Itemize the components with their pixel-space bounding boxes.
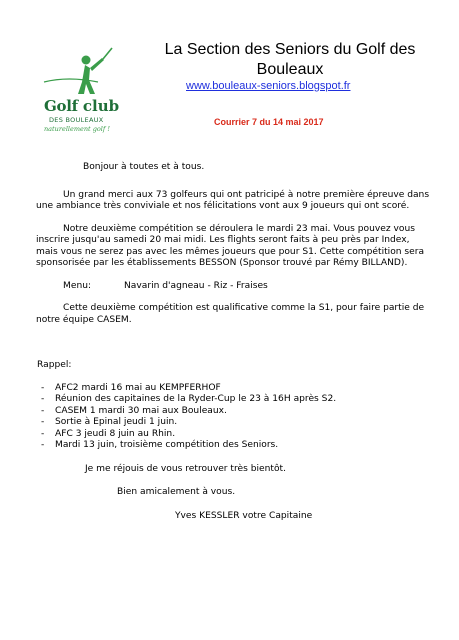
menu-label: Menu:: [63, 280, 92, 291]
page-title: La Section des Seniors du Golf des Bouleaux: [164, 41, 416, 78]
logo-golf-text: Golf: [44, 97, 78, 115]
list-item: - Réunion des capitaines de la Ryder-Cup le 23 à 16H après S2.: [41, 394, 434, 406]
courrier-date: Courrier 7 du 14 mai 2017: [214, 117, 324, 127]
closing-line-1: Je me réjouis de vous retrouver très bientôt.: [85, 463, 286, 474]
rappel-label: Rappel:: [37, 360, 72, 370]
signature: Yves KESSLER votre Capitaine: [175, 510, 313, 521]
list-item: - Mardi 13 juin, troisième compétition des Seniors.: [41, 440, 434, 452]
list-item: - CASEM 1 mardi 30 mai aux Bouleaux.: [41, 406, 434, 418]
logo-tagline: naturellement golf !: [44, 125, 110, 133]
list-item: - AFC 3 jeudi 8 juin au Rhin.: [41, 429, 434, 441]
logo-wordmark: [44, 96, 124, 115]
logo-des-bouleaux: DES BOULEAUX: [49, 116, 104, 124]
menu-value: Navarin d'agneau - Riz - Fraises: [124, 280, 268, 291]
blog-link[interactable]: www.bouleaux-seniors.blogspot.fr: [186, 80, 351, 92]
list-item: - Sortie à Epinal jeudi 1 juin.: [41, 417, 434, 429]
logo-club-text: club: [82, 97, 120, 115]
menu-line: [36, 281, 434, 293]
paragraph-competition: Notre deuxième compétition se déroulera le mardi 23 mai. Vous pouvez vous inscrire jusqu'au samedi 20 mai midi. Les flights seront faits à peu près par Index, mais vous ne serez pas avec les mêmes joueurs que pour S1. Cette compétition sera sponsorisée par les établissements BESSON (Sponsor trouvé par Rémy BILLAND).: [36, 223, 425, 268]
letter-body: [36, 162, 434, 522]
paragraph-qualification: Cette deuxième compétition est qualificative comme la S1, pour faire partie de notre équipe CASEM.: [36, 303, 425, 325]
greeting: Bonjour à toutes et à tous.: [83, 162, 205, 172]
rappel-list: [36, 383, 434, 452]
closing-line-2: Bien amicalement à vous.: [117, 487, 236, 497]
list-item: - AFC2 mardi 16 mai au KEMPFERHOF: [41, 383, 434, 395]
paragraph-thanks: Un grand merci aux 73 golfeurs qui ont patricipé à notre première épreuve dans une ambiance très conviviale et nos félicitations vont aux 9 joueurs qui ont scoré.: [36, 189, 430, 211]
